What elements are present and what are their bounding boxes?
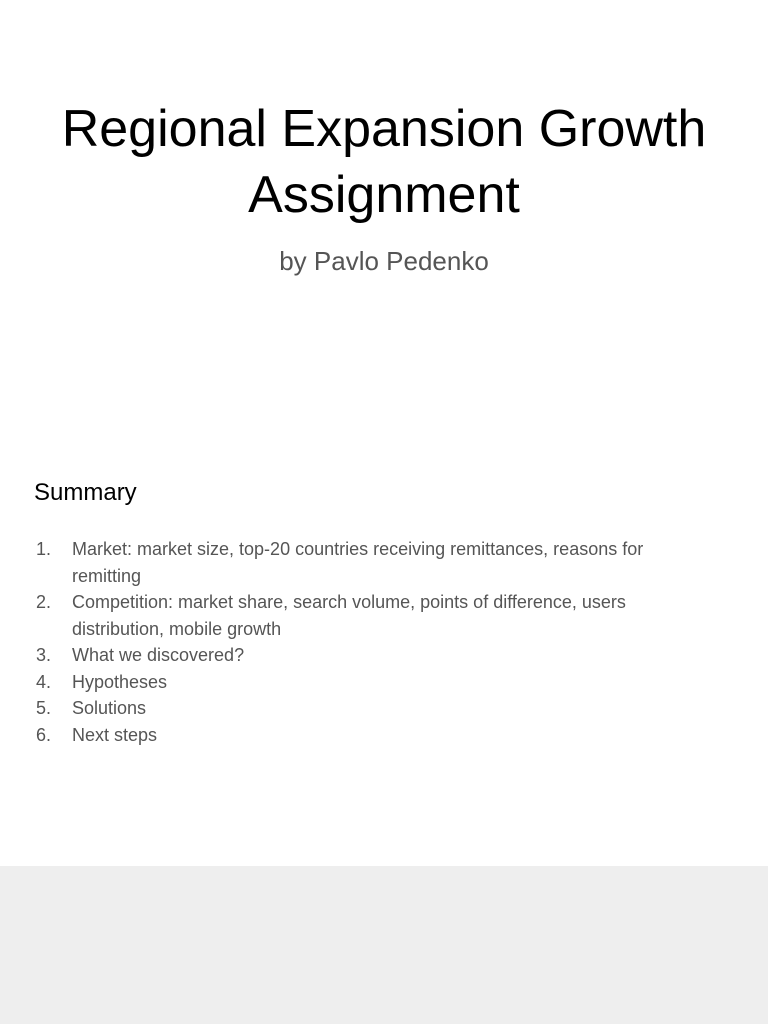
list-item-number: 4. (36, 671, 52, 692)
summary-list (0, 536, 700, 748)
title-block (0, 96, 768, 278)
list-item-number: 3. (36, 645, 52, 665)
document-author: by Pavlo Pedenko (279, 246, 489, 276)
list-item-number: 5. (36, 698, 52, 718)
summary-item-market (0, 536, 700, 589)
summary-item-competition (0, 589, 700, 642)
list-item-text: Competition: market share, search volume, points of difference, users distribution, mobile growth (72, 592, 626, 639)
list-item-number: 6. (36, 724, 52, 745)
list-item-number: 1. (36, 539, 52, 559)
list-item-text: Next steps (72, 724, 158, 745)
summary-item-discovered (0, 642, 700, 669)
summary-item-next-steps (0, 722, 700, 749)
summary-heading: Summary (34, 479, 137, 506)
list-item-text: What we discovered? (72, 645, 245, 665)
document-title: Regional Expansion Growth Assignment (61, 100, 707, 224)
list-item-text: Market: market size, top-20 countries receiving remittances, reasons for remitting (72, 539, 644, 586)
summary-item-solutions (0, 695, 700, 722)
summary-item-hypotheses (0, 669, 700, 696)
list-item-number: 2. (36, 592, 52, 612)
list-item-text: Solutions (72, 698, 147, 718)
list-item-text: Hypotheses (72, 671, 168, 692)
page-footer-area (0, 866, 768, 1024)
